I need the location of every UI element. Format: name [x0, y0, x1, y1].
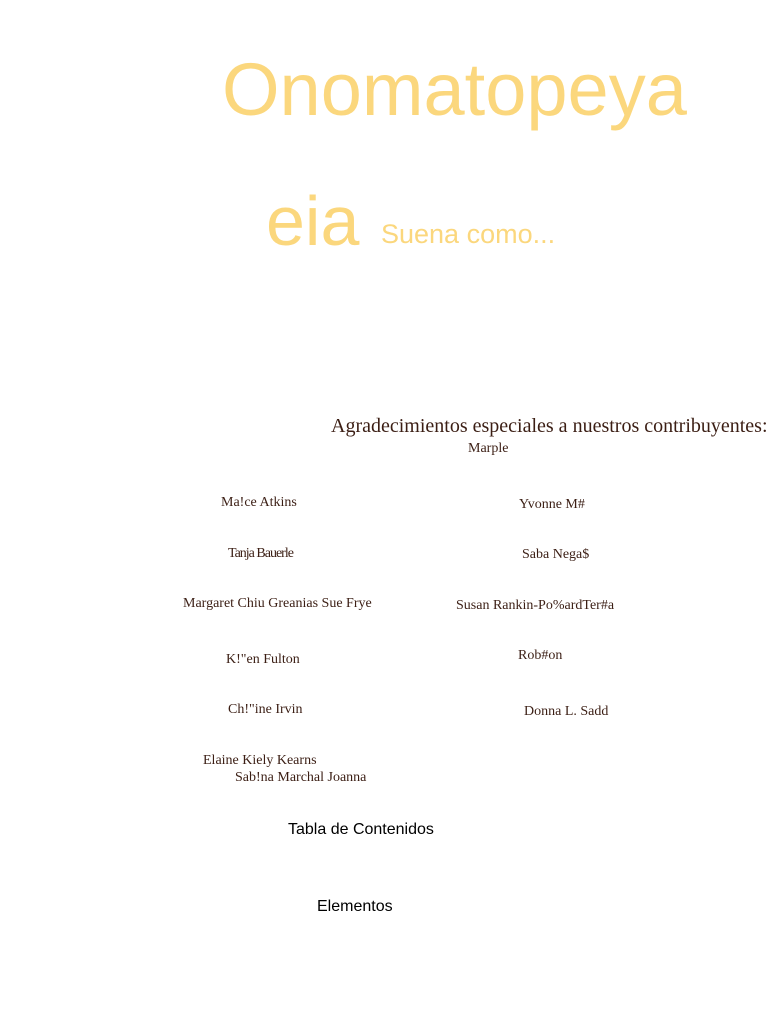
table-of-contents-label: Tabla de Contenidos	[288, 821, 434, 838]
title-eia: eia	[266, 182, 360, 260]
contributor-sabina: Sab!na Marchal Joanna	[235, 770, 367, 785]
contributor-donna: Donna L. Sadd	[524, 704, 609, 719]
acknowledgements-heading: Agradecimientos especiales a nuestros contribuyentes:	[331, 415, 768, 437]
page-title: Onomatopeya	[222, 48, 687, 131]
contributor-saba: Saba Nega$	[522, 547, 590, 562]
contributor-yvonne: Yvonne M#	[519, 497, 585, 512]
contributor-marple: Marple	[468, 441, 509, 456]
elements-label: Elementos	[317, 898, 393, 915]
contributor-christine: Ch!"ine Irvin	[228, 702, 303, 717]
page-subtitle: Suena como...	[381, 219, 556, 249]
contributor-tanja: Tanja Bauerle	[228, 546, 293, 561]
contributor-malice-atkins: Ma!ce Atkins	[221, 495, 297, 510]
contributor-susan: Susan Rankin-Po%ardTer#a	[456, 598, 615, 613]
contributor-margaret: Margaret Chiu Greanias Sue Frye	[183, 596, 372, 611]
contributor-robson: Rob#on	[518, 648, 563, 663]
contributor-karen: K!"en Fulton	[226, 652, 300, 667]
contributor-elaine: Elaine Kiely Kearns	[203, 753, 317, 768]
